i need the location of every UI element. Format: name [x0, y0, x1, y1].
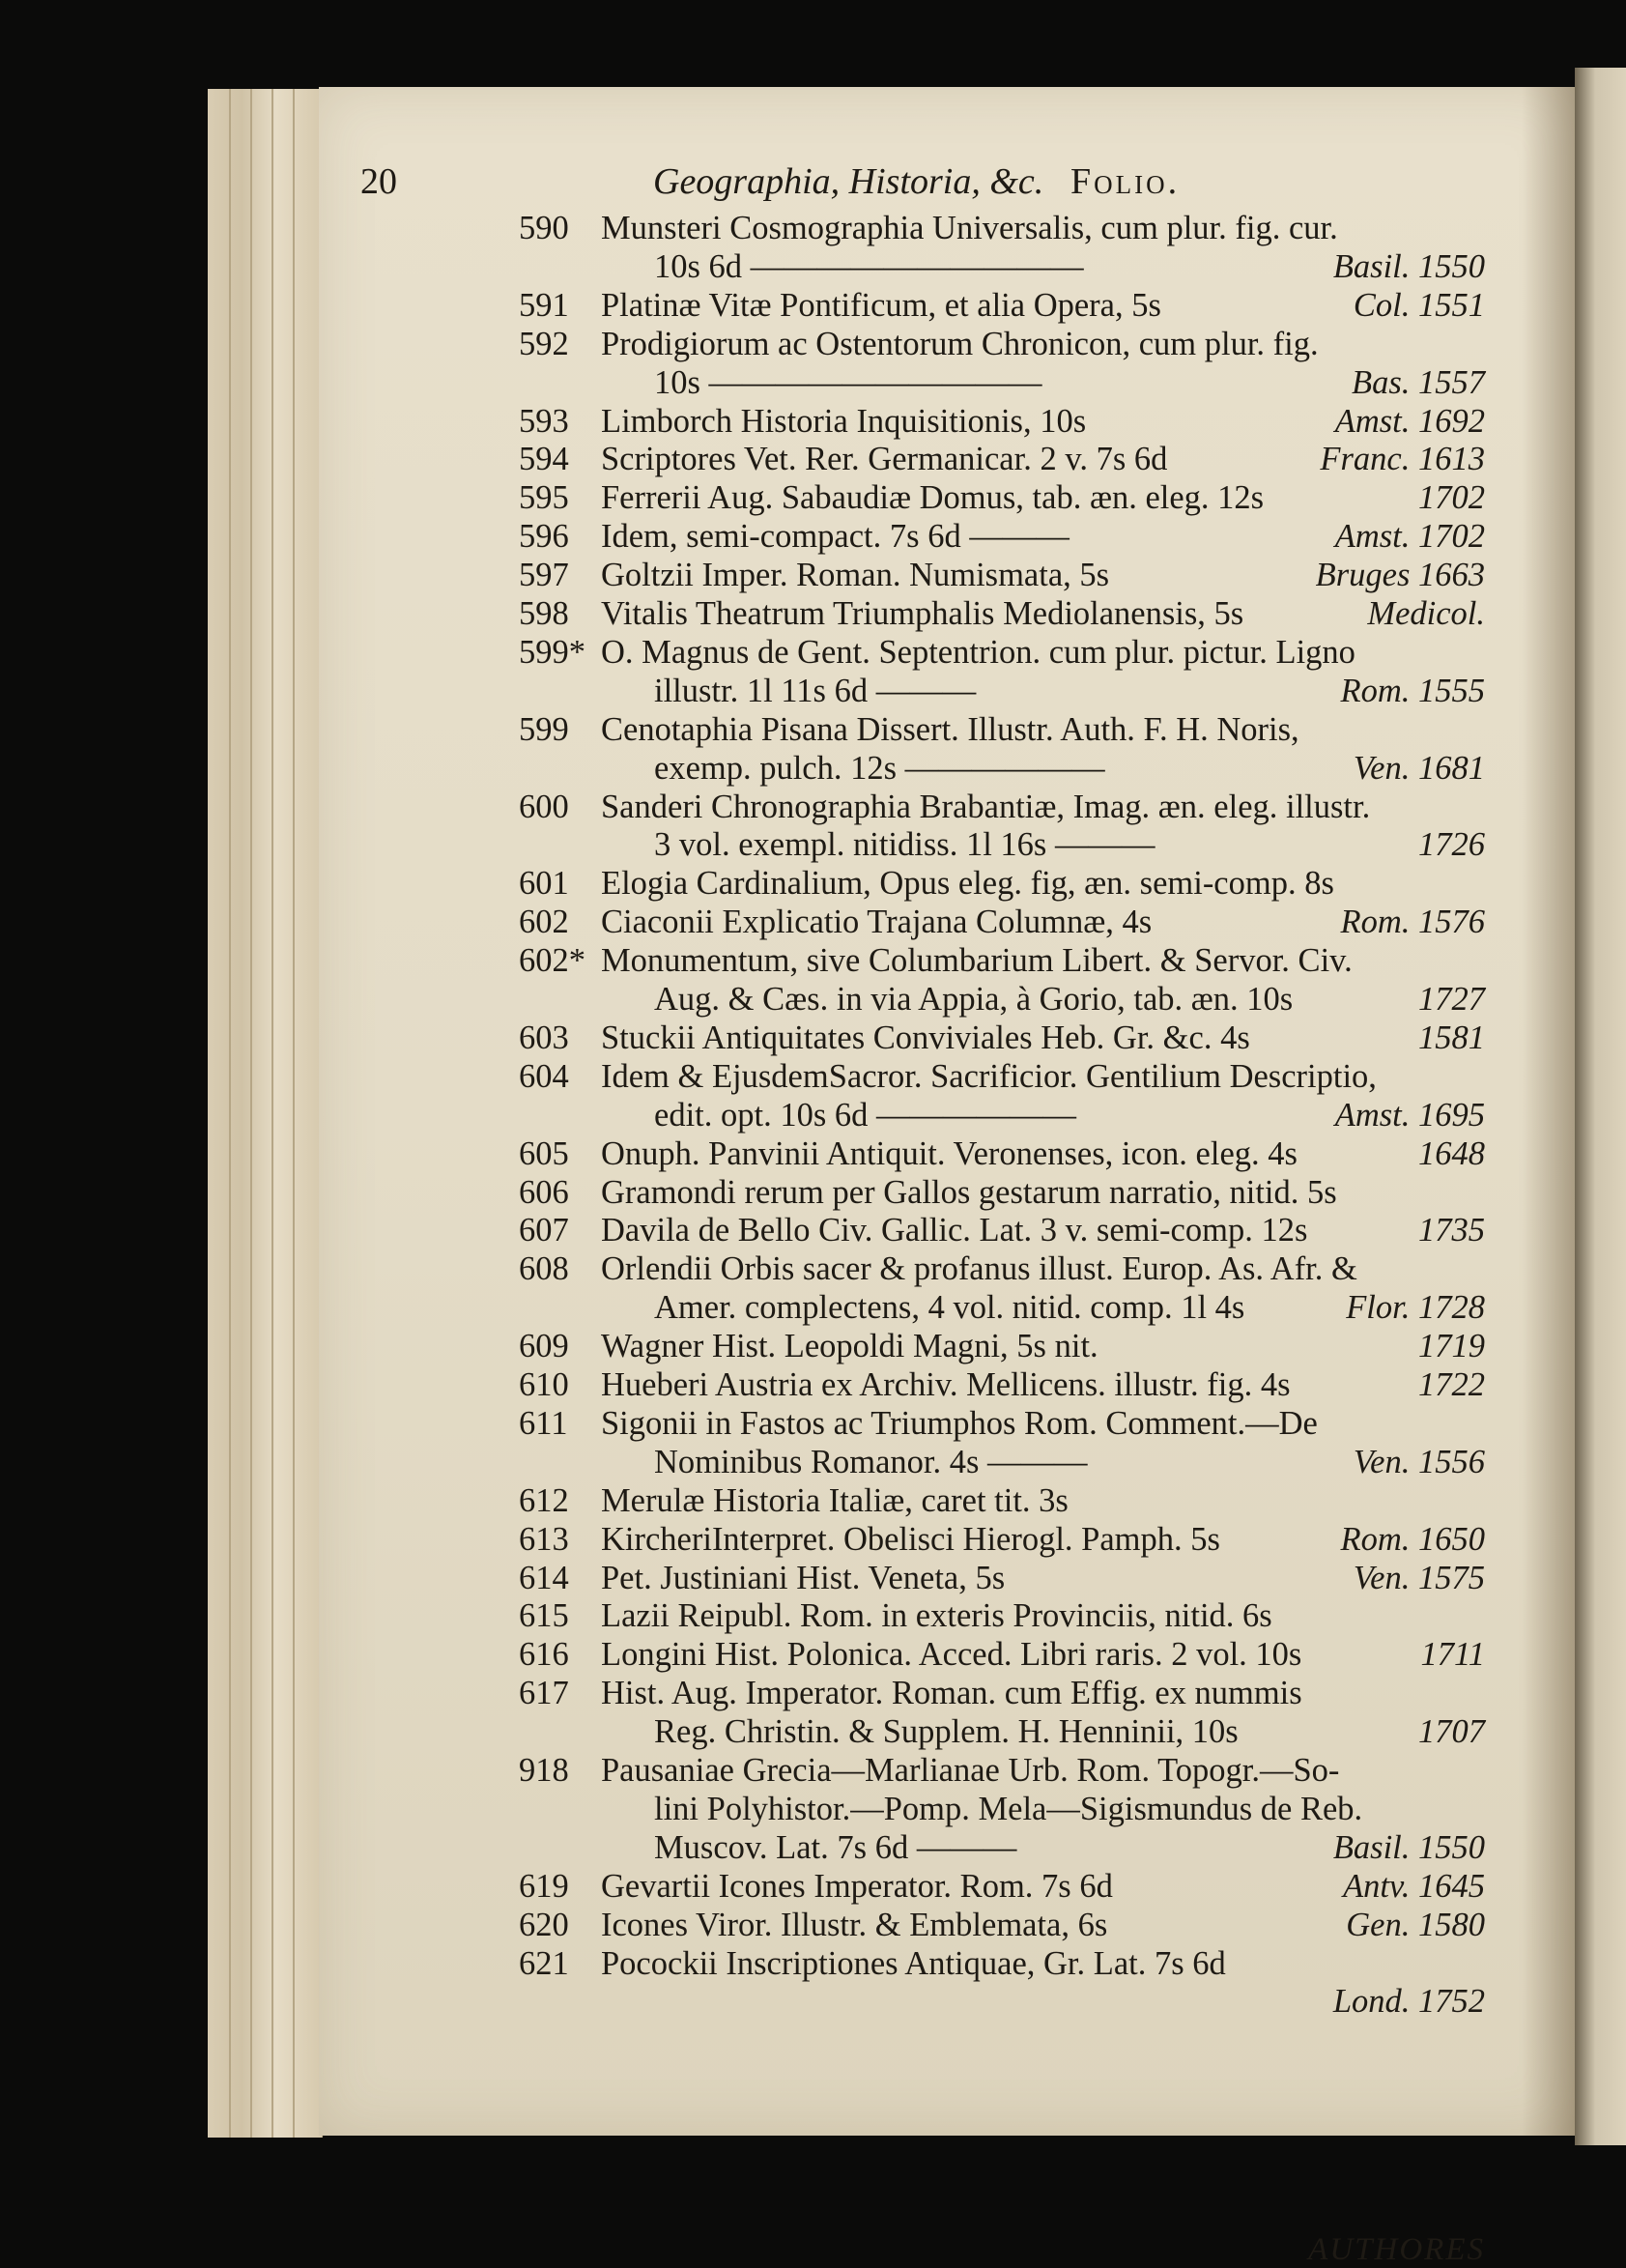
catalogue-entry: [519, 1866, 1485, 1907]
entry-number: 918: [519, 1752, 569, 1789]
page-stack-edge: [208, 89, 323, 2138]
entry-text: Reg. Christin. & Supplem. H. Henninii, 10s: [654, 1713, 1239, 1751]
entry-text: exemp. pulch. 12s ——————: [654, 749, 1105, 787]
catalogue-entry: [519, 593, 1485, 634]
catalogue-entry: [519, 555, 1485, 595]
entry-text: Sigonii in Fastos ac Triumphos Rom. Comment.—De: [601, 1404, 1318, 1442]
entry-text: Monumentum, sive Columbarium Libert. & Servor. Civ.: [601, 942, 1353, 980]
entry-text: Sanderi Chronographia Brabantiæ, Imag. æn. eleg. illustr.: [601, 788, 1371, 825]
entry-imprint: 1648: [1418, 1134, 1485, 1172]
entry-number: 605: [519, 1134, 569, 1172]
entry-text: Ferrerii Aug. Sabaudiæ Domus, tab. æn. eleg. 12s: [601, 479, 1265, 517]
catalogue-entry: [519, 863, 1485, 904]
catalogue-entry: [519, 1210, 1485, 1250]
catalogue-entry: [519, 940, 1485, 981]
entry-text: KircheriInterpret. Obelisci Hierogl. Pamph. 5s: [601, 1520, 1220, 1558]
entry-text: 10s ——————————: [654, 363, 1042, 401]
entry-text: Idem & EjusdemSacror. Sacrificior. Gentilium Descriptio,: [601, 1057, 1377, 1095]
catalogue-entry: [519, 477, 1485, 518]
entry-text: Scriptores Vet. Rer. Germanicar. 2 v. 7s 6d: [601, 441, 1168, 478]
catalogue-entry: [519, 324, 1485, 364]
catalogue-entry: [519, 1287, 1485, 1328]
entry-text: O. Magnus de Gent. Septentrion. cum plur. pictur. Ligno: [601, 633, 1355, 671]
entry-text: Lazii Reipubl. Rom. in exteris Provinciis, nitid. 6s: [601, 1597, 1272, 1635]
entry-number: 608: [519, 1250, 569, 1288]
catalogue-entry: [519, 1172, 1485, 1213]
entry-number: 614: [519, 1559, 569, 1596]
entry-number: 612: [519, 1481, 569, 1519]
header-format: Folio.: [1070, 161, 1181, 202]
entry-imprint: Col. 1551: [1353, 286, 1485, 324]
catalogue-entry: [519, 362, 1485, 403]
catalogue-entry: [519, 401, 1485, 442]
entry-text: 10s 6d ——————————: [654, 247, 1084, 285]
facing-page-edge: [1575, 68, 1626, 2145]
entry-number: 602: [519, 904, 569, 941]
entry-imprint: Bas. 1557: [1352, 363, 1485, 401]
catalogue-entry: [519, 439, 1485, 479]
entry-text: Idem, semi-compact. 7s 6d ———: [601, 518, 1070, 556]
entry-imprint: 1711: [1420, 1636, 1485, 1674]
entry-text: Nominibus Romanor. 4s ———: [654, 1443, 1088, 1480]
entry-text: Platinæ Vitæ Pontificum, et alia Opera, 5s: [601, 286, 1161, 324]
entry-imprint: Rom. 1650: [1340, 1520, 1485, 1558]
entry-text: 3 vol. exempl. nitidiss. 1l 16s ———: [654, 826, 1155, 864]
entry-text: Gramondi rerum per Gallos gestarum narratio, nitid. 5s: [601, 1173, 1337, 1211]
entry-number: 604: [519, 1057, 569, 1095]
entry-text: Aug. & Cæs. in via Appia, à Gorio, tab. æn. 10s: [654, 981, 1294, 1018]
catalogue-entry: [519, 632, 1485, 673]
entry-number: 594: [519, 441, 569, 478]
entry-imprint: Bruges 1663: [1315, 557, 1485, 594]
entry-text: Goltzii Imper. Roman. Numismata, 5s: [601, 557, 1110, 594]
entry-imprint: Flor. 1728: [1346, 1289, 1485, 1327]
entry-text: Vitalis Theatrum Triumphalis Mediolanensis, 5s: [601, 595, 1244, 632]
entry-number: 617: [519, 1675, 569, 1712]
entry-text: Ciaconii Explicatio Trajana Columnæ, 4s: [601, 904, 1153, 941]
entry-number: 609: [519, 1328, 569, 1365]
entry-imprint: Franc. 1613: [1320, 441, 1485, 478]
entry-number: 603: [519, 1019, 569, 1056]
entry-text: Amer. complectens, 4 vol. nitid. comp. 1l 4s: [654, 1289, 1245, 1327]
catalogue-entry: [519, 979, 1485, 1019]
spine-shadow: [1522, 87, 1575, 2136]
entry-imprint: Antv. 1645: [1343, 1867, 1485, 1905]
catalogue-entry: [519, 787, 1485, 827]
entry-number: 599: [519, 710, 569, 748]
catalogue-entry: [519, 671, 1485, 711]
entry-text: Munsteri Cosmographia Universalis, cum plur. fig. cur.: [601, 210, 1338, 246]
entry-imprint: Amst. 1692: [1334, 402, 1485, 440]
entry-number: 597: [519, 557, 569, 594]
entry-number: 600: [519, 788, 569, 825]
entry-imprint: Lond. 1752: [1332, 1983, 1485, 2021]
entry-imprint: 1722: [1418, 1366, 1485, 1403]
catalogue-entry: [519, 1018, 1485, 1058]
entry-number: 616: [519, 1636, 569, 1674]
entry-number: 601: [519, 865, 569, 903]
entry-text: lini Polyhistor.—Pomp. Mela—Sigismundus de Reb.: [654, 1790, 1363, 1827]
catalogue-entry: [519, 208, 1485, 248]
entry-number: 591: [519, 286, 569, 324]
entry-text: Cenotaphia Pisana Dissert. Illustr. Auth. F. H. Noris,: [601, 710, 1299, 748]
entry-number: 598: [519, 595, 569, 632]
entry-number: 615: [519, 1597, 569, 1635]
catalogue-entry: [519, 1519, 1485, 1560]
catalogue-entry: [519, 285, 1485, 326]
catalogue-entry: [519, 246, 1485, 287]
entry-imprint: Ven. 1681: [1353, 749, 1485, 787]
catalogue-entry: [519, 1056, 1485, 1097]
entry-number: 602*: [519, 942, 585, 980]
running-header: [360, 160, 1307, 209]
catalogue-entry: [519, 902, 1485, 942]
entry-text: Muscov. Lat. 7s 6d ———: [654, 1828, 1017, 1866]
entry-imprint: Rom. 1555: [1340, 672, 1485, 709]
catalogue-entry: [519, 748, 1485, 789]
entry-text: Orlendii Orbis sacer & profanus illust. Europ. As. Afr. &: [601, 1250, 1357, 1288]
entry-text: Prodigiorum ac Ostentorum Chronicon, cum plur. fig.: [601, 325, 1319, 362]
catalogue-entry: [519, 1403, 1485, 1444]
entry-number: 620: [519, 1906, 569, 1943]
entry-text: Pet. Justiniani Hist. Veneta, 5s: [601, 1559, 1006, 1596]
catalogue-entry: [519, 1442, 1485, 1482]
entry-number: 599*: [519, 633, 585, 671]
entry-number: 619: [519, 1867, 569, 1905]
entry-imprint: 1702: [1418, 479, 1485, 517]
entry-number: 590: [519, 210, 569, 246]
entry-imprint: Ven. 1575: [1353, 1559, 1485, 1596]
entry-number: 593: [519, 402, 569, 440]
entry-text: Icones Viror. Illustr. & Emblemata, 6s: [601, 1906, 1108, 1943]
entry-text: Davila de Bello Civ. Gallic. Lat. 3 v. semi-comp. 12s: [601, 1212, 1308, 1249]
entry-number: 596: [519, 518, 569, 556]
entry-text: Merulæ Historia Italiæ, caret tit. 3s: [601, 1481, 1069, 1519]
catalogue-entry: [519, 1095, 1485, 1135]
catalogue-entry: [519, 516, 1485, 557]
entry-imprint: 1735: [1418, 1212, 1485, 1249]
catalogue-entry: [519, 709, 1485, 750]
entry-imprint: Gen. 1580: [1346, 1906, 1485, 1943]
entry-number: 611: [519, 1404, 568, 1442]
entry-number: 592: [519, 325, 569, 362]
entry-imprint: Rom. 1576: [1340, 904, 1485, 941]
entry-imprint: Amst. 1695: [1334, 1096, 1485, 1134]
page-number: 20: [360, 161, 397, 202]
catalogue-entry: [519, 1789, 1485, 1829]
catalogue-entry: [519, 1595, 1485, 1636]
entry-text: Longini Hist. Polonica. Acced. Libri raris. 2 vol. 10s: [601, 1636, 1302, 1674]
catalogue-entry: [519, 1943, 1485, 1984]
entry-imprint: Basil. 1550: [1332, 1828, 1485, 1866]
catalogue-entry: [519, 1326, 1485, 1366]
catalogue-entry: [519, 1364, 1485, 1405]
catalogue-entry: [519, 824, 1485, 865]
entry-imprint: 1727: [1418, 981, 1485, 1018]
entry-number: 595: [519, 479, 569, 517]
entry-text: edit. opt. 10s 6d ——————: [654, 1096, 1076, 1134]
header-title: Geographia, Historia, &c.: [653, 161, 1044, 202]
entry-imprint: Medicol.: [1367, 595, 1485, 632]
catalogue-list: [519, 208, 1485, 2267]
catchword: AUTHORES: [1308, 2232, 1485, 2267]
catalogue-entry: [519, 1827, 1485, 1868]
catalogue-entry: [519, 1249, 1485, 1289]
entry-imprint: 1581: [1418, 1019, 1485, 1056]
entry-number: 607: [519, 1212, 569, 1249]
entry-imprint: Basil. 1550: [1332, 247, 1485, 285]
entry-imprint: 1707: [1418, 1713, 1485, 1751]
catalogue-entry: [519, 1905, 1485, 1945]
entry-number: 606: [519, 1173, 569, 1211]
entry-imprint: 1726: [1418, 826, 1485, 864]
entry-imprint: 1719: [1418, 1328, 1485, 1365]
entry-text: Hist. Aug. Imperator. Roman. cum Effig. ex nummis: [601, 1675, 1302, 1712]
entry-text: illustr. 1l 11s 6d ———: [654, 672, 977, 709]
entry-text: Pausaniae Grecia—Marlianae Urb. Rom. Topogr.—So-: [601, 1752, 1340, 1789]
entry-text: Elogia Cardinalium, Opus eleg. fig, æn. semi-comp. 8s: [601, 865, 1334, 903]
entry-number: 610: [519, 1366, 569, 1403]
catalogue-entry: [519, 1981, 1485, 2022]
catalogue-entry: [519, 1634, 1485, 1675]
entry-number: 621: [519, 1944, 569, 1982]
entry-text: Pocockii Inscriptiones Antiquae, Gr. Lat. 7s 6d: [601, 1944, 1226, 1982]
catalogue-entry: [519, 1750, 1485, 1791]
catalogue-entry: [519, 1558, 1485, 1598]
entry-imprint: Ven. 1556: [1353, 1443, 1485, 1480]
catalogue-entry: [519, 1480, 1485, 1521]
catalogue-entry: [519, 1673, 1485, 1713]
entry-text: Limborch Historia Inquisitionis, 10s: [601, 402, 1087, 440]
entry-text: Stuckii Antiquitates Conviviales Heb. Gr. &c. 4s: [601, 1019, 1250, 1056]
entry-text: Wagner Hist. Leopoldi Magni, 5s nit.: [601, 1328, 1098, 1365]
entry-text: Onuph. Panvinii Antiquit. Veronenses, icon. eleg. 4s: [601, 1134, 1298, 1172]
entry-number: 613: [519, 1520, 569, 1558]
entry-imprint: Amst. 1702: [1334, 518, 1485, 556]
entry-text: Hueberi Austria ex Archiv. Mellicens. illustr. fig. 4s: [601, 1366, 1291, 1403]
catalogue-entry: [519, 1134, 1485, 1174]
catalogue-entry: [519, 1711, 1485, 1752]
entry-text: Gevartii Icones Imperator. Rom. 7s 6d: [601, 1867, 1113, 1905]
